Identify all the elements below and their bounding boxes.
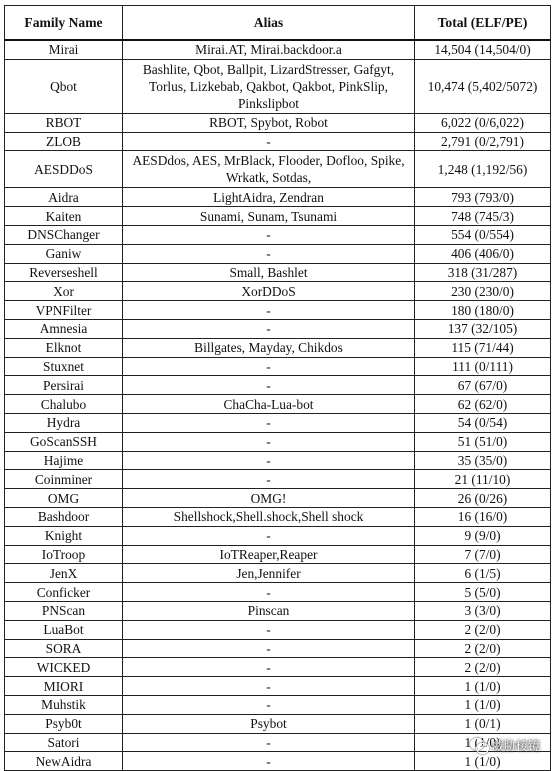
total-cell: 1 (1/0) [415,733,551,752]
family-name-cell: Kaiten [5,207,123,226]
family-name-cell: WICKED [5,658,123,677]
table-row [5,639,551,658]
alias-cell: - [123,526,415,545]
total-cell: 2,791 (0/2,791) [415,132,551,151]
table-row [5,620,551,639]
alias-cell: - [123,658,415,677]
total-cell: 748 (745/3) [415,207,551,226]
alias-cell: - [123,583,415,602]
family-name-cell: Ganiw [5,244,123,263]
total-cell: 1 (1/0) [415,752,551,771]
table-row [5,376,551,395]
table-row [5,451,551,470]
family-name-cell: MIORI [5,677,123,696]
alias-cell: - [123,357,415,376]
alias-cell: Sunami, Sunam, Tsunami [123,207,415,226]
watermark-text: 威胁棱镜 [491,739,540,753]
total-cell: 7 (7/0) [415,545,551,564]
total-cell: 54 (0/54) [415,413,551,432]
table-row [5,395,551,414]
alias-cell: Jen,Jennifer [123,564,415,583]
table-row [5,113,551,132]
table-row [5,413,551,432]
total-cell: 14,504 (14,504/0) [415,40,551,59]
total-cell: 2 (2/0) [415,658,551,677]
table-row [5,225,551,244]
family-name-cell: GoScanSSH [5,432,123,451]
alias-cell: Shellshock,Shell.shock,Shell shock [123,507,415,526]
family-name-cell: LuaBot [5,620,123,639]
family-name-cell: AESDDoS [5,151,123,188]
alias-cell: - [123,376,415,395]
alias-cell: OMG! [123,489,415,508]
total-cell: 1 (1/0) [415,695,551,714]
family-name-cell: Hydra [5,413,123,432]
family-name-cell: Reverseshell [5,263,123,282]
alias-cell: - [123,451,415,470]
alias-cell: - [123,225,415,244]
alias-cell: - [123,620,415,639]
malware-family-table-container [4,5,550,771]
family-name-cell: SORA [5,639,123,658]
total-cell: 115 (71/44) [415,338,551,357]
family-name-cell: Muhstik [5,695,123,714]
table-row [5,658,551,677]
table-row [5,263,551,282]
total-cell: 2 (2/0) [415,620,551,639]
family-name-cell: PNScan [5,601,123,620]
family-name-cell: Chalubo [5,395,123,414]
table-row [5,432,551,451]
alias-cell: AESDdos, AES, MrBlack, Flooder, Dofloo, Spike, Wrkatk, Sotdas, [123,151,415,188]
family-name-cell: Aidra [5,188,123,207]
alias-cell: LightAidra, Zendran [123,188,415,207]
table-row [5,564,551,583]
total-cell: 6,022 (0/6,022) [415,113,551,132]
table-header-row [5,6,551,41]
alias-cell: IoTReaper,Reaper [123,545,415,564]
total-cell: 2 (2/0) [415,639,551,658]
family-name-cell: Satori [5,733,123,752]
family-name-cell: IoTroop [5,545,123,564]
wechat-icon [470,738,488,754]
table-row [5,733,551,752]
alias-cell: - [123,301,415,320]
alias-cell: Pinscan [123,601,415,620]
total-cell: 406 (406/0) [415,244,551,263]
family-name-cell: VPNFilter [5,301,123,320]
family-name-cell: Persirai [5,376,123,395]
table-row [5,40,551,59]
alias-cell: ChaCha-Lua-bot [123,395,415,414]
table-row [5,583,551,602]
alias-cell: - [123,132,415,151]
table-row [5,677,551,696]
table-row [5,470,551,489]
watermark [470,737,540,754]
table-row [5,338,551,357]
table-row [5,132,551,151]
total-cell: 62 (62/0) [415,395,551,414]
family-name-cell: JenX [5,564,123,583]
total-cell: 10,474 (5,402/5072) [415,59,551,113]
total-cell: 9 (9/0) [415,526,551,545]
total-cell: 67 (67/0) [415,376,551,395]
total-cell: 111 (0/111) [415,357,551,376]
family-name-cell: DNSChanger [5,225,123,244]
total-cell: 5 (5/0) [415,583,551,602]
total-cell: 1 (0/1) [415,714,551,733]
alias-cell: - [123,319,415,338]
total-cell: 554 (0/554) [415,225,551,244]
family-name-cell: Mirai [5,40,123,59]
family-name-cell: Bashdoor [5,507,123,526]
alias-cell: - [123,432,415,451]
header-family-name: Family Name [5,6,123,41]
table-row [5,695,551,714]
table-row [5,188,551,207]
alias-cell: - [123,752,415,771]
family-name-cell: Elknot [5,338,123,357]
total-cell: 1,248 (1,192/56) [415,151,551,188]
alias-cell: Bashlite, Qbot, Ballpit, LizardStresser, Gafgyt, Torlus, Lizkebab, Qakbot, Qakbot, PinkSlip, Pinkslipbot [123,59,415,113]
family-name-cell: Stuxnet [5,357,123,376]
table-row [5,526,551,545]
alias-cell: - [123,639,415,658]
total-cell: 137 (32/105) [415,319,551,338]
alias-cell: - [123,413,415,432]
family-name-cell: OMG [5,489,123,508]
header-alias: Alias [123,6,415,41]
table-row [5,59,551,113]
alias-cell: XorDDoS [123,282,415,301]
alias-cell: - [123,733,415,752]
alias-cell: - [123,470,415,489]
family-name-cell: Conficker [5,583,123,602]
total-cell: 6 (1/5) [415,564,551,583]
family-name-cell: Knight [5,526,123,545]
total-cell: 21 (11/10) [415,470,551,489]
total-cell: 318 (31/287) [415,263,551,282]
alias-cell: Mirai.AT, Mirai.backdoor.a [123,40,415,59]
table-row [5,207,551,226]
total-cell: 35 (35/0) [415,451,551,470]
table-row [5,489,551,508]
table-body [5,40,551,771]
table-row [5,507,551,526]
family-name-cell: Xor [5,282,123,301]
family-name-cell: RBOT [5,113,123,132]
alias-cell: - [123,677,415,696]
family-name-cell: Amnesia [5,319,123,338]
alias-cell: Small, Bashlet [123,263,415,282]
total-cell: 230 (230/0) [415,282,551,301]
total-cell: 26 (0/26) [415,489,551,508]
total-cell: 16 (16/0) [415,507,551,526]
family-name-cell: Psyb0t [5,714,123,733]
table-row [5,357,551,376]
total-cell: 3 (3/0) [415,601,551,620]
table-row [5,151,551,188]
table-row [5,545,551,564]
family-name-cell: Hajime [5,451,123,470]
total-cell: 793 (793/0) [415,188,551,207]
malware-family-table [4,5,551,771]
header-total: Total (ELF/PE) [415,6,551,41]
alias-cell: RBOT, Spybot, Robot [123,113,415,132]
alias-cell: Billgates, Mayday, Chikdos [123,338,415,357]
table-row [5,244,551,263]
alias-cell: Psybot [123,714,415,733]
table-row [5,301,551,320]
family-name-cell: Coinminer [5,470,123,489]
total-cell: 180 (180/0) [415,301,551,320]
table-row [5,714,551,733]
total-cell: 51 (51/0) [415,432,551,451]
alias-cell: - [123,695,415,714]
total-cell: 1 (1/0) [415,677,551,696]
family-name-cell: ZLOB [5,132,123,151]
family-name-cell: NewAidra [5,752,123,771]
alias-cell: - [123,244,415,263]
family-name-cell: Qbot [5,59,123,113]
table-row [5,282,551,301]
table-row [5,601,551,620]
table-row [5,319,551,338]
